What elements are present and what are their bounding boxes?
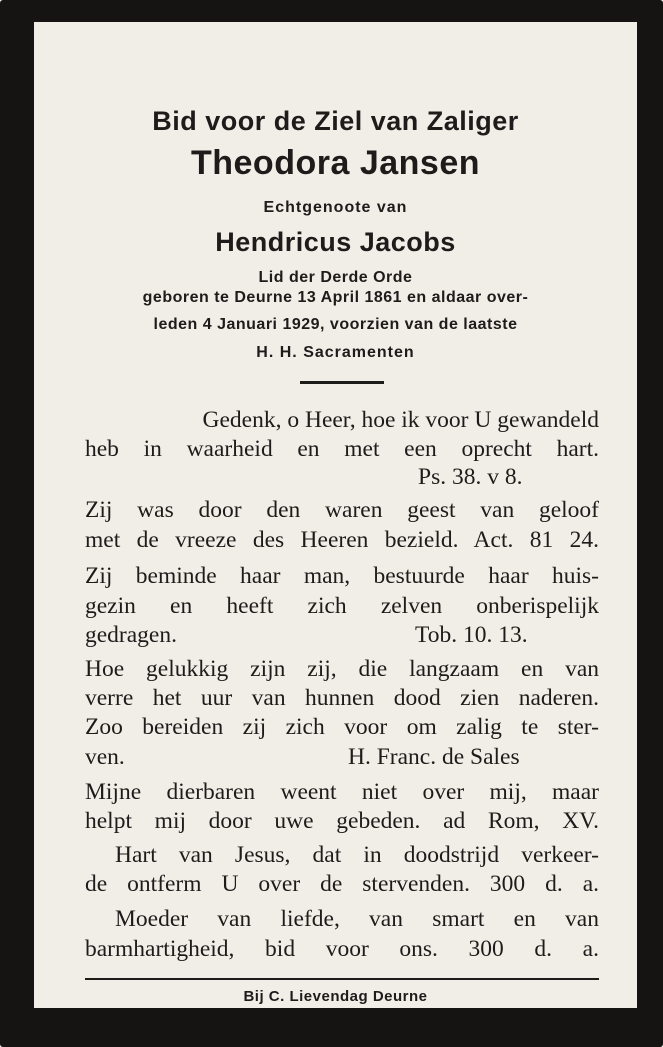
order-line: Lid der Derde Orde (258, 269, 413, 286)
footer-rule (85, 978, 599, 980)
printer-imprint: Bij C. Lievendag Deurne (243, 988, 428, 1005)
verse-line: Moeder van liefde, van smart en van (115, 906, 599, 932)
bio-line: leden 4 Januari 1929, voorzien van de laatste (153, 316, 518, 333)
deceased-name: Theodora Jansen (190, 144, 480, 182)
verse-line: barmhartigheid, bid voor ons. 300 d. a. (85, 936, 599, 962)
verse-line: Zij was door den waren geest van geloof (85, 497, 599, 523)
verse-line: gedragen. (85, 622, 177, 648)
verse-line: helpt mij door uwe gebeden. ad Rom, XV. (85, 808, 599, 834)
verse-reference: H. Franc. de Sales (348, 744, 520, 770)
verse-line: de ontferm U over de stervenden. 300 d. a. (85, 871, 599, 897)
verse-line: Hoe gelukkig zijn zij, die langzaam en van (85, 656, 599, 682)
verse-line: Mijne dierbaren weent niet over mij, maar (85, 779, 599, 805)
verse-line: Gedenk, o Heer, hoe ik voor U gewandeld (202, 407, 599, 433)
spouse-name: Hendricus Jacobs (215, 227, 456, 257)
verse-line: Hart van Jesus, dat in doodstrijd verkeer- (115, 842, 599, 868)
verse-reference: Tob. 10. 13. (415, 622, 528, 648)
verse-line: Zoo bereiden zij zich voor om zalig te ster- (85, 714, 599, 740)
verse-line: gezin en heeft zich zelven onberispelijk (85, 593, 599, 619)
prayer-heading: Bid voor de Ziel van Zaliger (152, 106, 519, 136)
card-paper (34, 22, 637, 1008)
divider-rule (300, 381, 384, 384)
verse-line: Zij beminde haar man, bestuurde haar huis- (85, 563, 599, 589)
verse-line: met de vreeze des Heeren bezield. Act. 81 24. (85, 527, 599, 553)
bio-line: H. H. Sacramenten (256, 344, 415, 361)
verse-line: ven. (85, 744, 125, 770)
verse-line: verre het uur van hunnen dood zien naderen. (85, 685, 599, 711)
spouse-label: Echtgenoote van (263, 199, 408, 216)
verse-line: heb in waarheid en met een oprecht hart. (85, 436, 599, 462)
bio-line: geboren te Deurne 13 April 1861 en aldaar over- (142, 289, 529, 306)
verse-reference: Ps. 38. v 8. (418, 464, 523, 490)
